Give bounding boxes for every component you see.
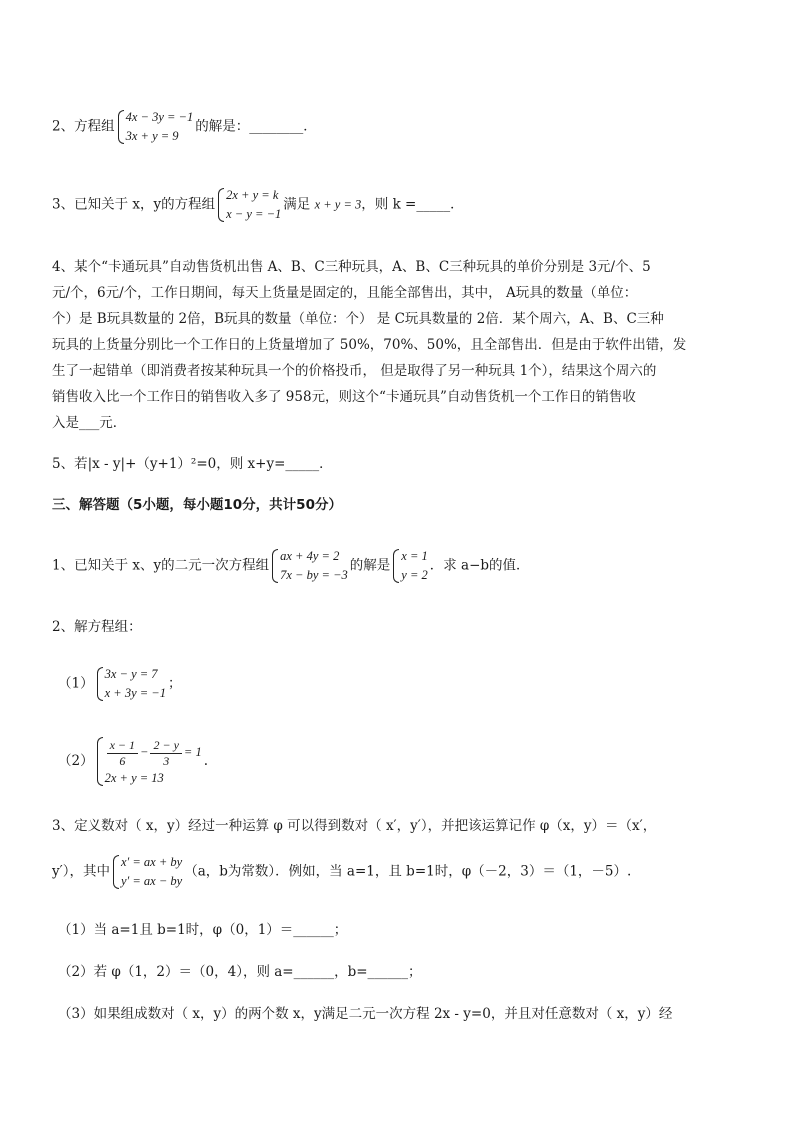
fraction-numerator: x − 1 bbox=[107, 738, 138, 754]
q3-eq2: x − y = −1 bbox=[226, 207, 282, 221]
q2-eq2: 3x + y = 9 bbox=[125, 129, 179, 143]
question-3 bbox=[52, 186, 464, 224]
s2p1-label: （1） bbox=[58, 675, 94, 692]
q2-suffix: 的解是：________． bbox=[195, 118, 317, 135]
question-5 bbox=[52, 451, 333, 477]
q3-eq1: 2x + y = k bbox=[226, 188, 279, 202]
q4-line: 入是___元． bbox=[52, 415, 127, 431]
q3-equation-system bbox=[217, 186, 281, 224]
s3-eq2: y′ = ax − by bbox=[120, 874, 183, 888]
s2p2-end: . bbox=[203, 753, 209, 769]
s3-eq1: x′ = ax + by bbox=[120, 855, 183, 869]
q3-condition: x + y = 3 bbox=[314, 197, 362, 212]
s1-suffix: ．求 a−b的值． bbox=[429, 557, 530, 574]
s3-equation-system bbox=[112, 853, 182, 891]
q3-mid: 满足 bbox=[283, 196, 311, 213]
s2-part-2 bbox=[58, 735, 208, 788]
fraction-numerator: 2 − y bbox=[150, 738, 181, 754]
question-4 bbox=[52, 254, 742, 436]
s1-solution-system bbox=[392, 547, 427, 585]
s2p1-eq2: x + 3y = −1 bbox=[104, 686, 166, 700]
s3-line2-b: （a，b为常数）．例如，当 a=1，且 b=1时，φ（－2，3）＝（1，－5）. bbox=[184, 863, 632, 880]
q3-prefix: 3、已知关于 x，y的方程组 bbox=[52, 196, 216, 213]
s1-eq2: 7x − by = −3 bbox=[280, 568, 348, 582]
s3-part-1: （1）当 a=1且 b=1时，φ（0，1）＝______； bbox=[58, 922, 348, 938]
s2-part-1 bbox=[58, 665, 182, 703]
s1-sol2: y = 2 bbox=[401, 568, 428, 582]
q4-line: 生了一起错单（即消费者按某种玩具一个的价格投币， 但是取得了另一种玩具 1个），结果这个周六的 bbox=[52, 363, 657, 379]
s2p1-equation-system bbox=[96, 665, 166, 703]
solve-question-1 bbox=[52, 547, 530, 585]
q2-equation-system bbox=[117, 108, 194, 146]
section-3-title: 三、解答题（5小题，每小题10分，共计50分） bbox=[52, 497, 342, 513]
s3-line2-a: y′），其中 bbox=[52, 863, 110, 880]
s2p2-label: （2） bbox=[58, 753, 94, 769]
equation-rhs: = 1 bbox=[183, 745, 202, 759]
s3-line-2 bbox=[52, 853, 631, 891]
s1-prefix: 1、已知关于 x、y的二元一次方程组 bbox=[52, 557, 270, 574]
q2-prefix: 2、方程组 bbox=[52, 118, 115, 135]
s2p1-end: ； bbox=[168, 675, 182, 692]
q4-line: 销售收入比一个工作日的销售收入多了 958元，则这个“卡通玩具”自动售货机一个工作日的销售收 bbox=[52, 389, 636, 405]
s2p1-eq1: 3x − y = 7 bbox=[104, 667, 158, 681]
fraction-denominator: 6 bbox=[119, 753, 126, 768]
solve-question-2-title: 2、解方程组： bbox=[52, 619, 142, 635]
q4-line: 4、某个“卡通玩具”自动售货机出售 A、B、C三种玩具，A、B、C三种玩具的单价分别是 3元/个、5 bbox=[52, 259, 651, 275]
q5-text: 5、若|x - y|+（y+1）²=0，则 x+y=_____． bbox=[52, 456, 333, 472]
s2p2-fraction-1 bbox=[107, 738, 138, 769]
fraction-denominator: 3 bbox=[163, 753, 170, 768]
s1-sol1: x = 1 bbox=[401, 549, 428, 563]
q4-line: 个）是 B玩具数量的 2倍，B玩具的数量（单位：个） 是 C玩具数量的 2倍．某个周六，A、B、C三种 bbox=[52, 311, 664, 327]
question-2 bbox=[52, 108, 317, 146]
q2-eq1: 4x − 3y = −1 bbox=[125, 110, 194, 124]
s2p2-eq1 bbox=[105, 735, 202, 769]
s2p2-fraction-2 bbox=[150, 738, 181, 769]
s2p2-eq2: 2x + y = 13 bbox=[104, 771, 164, 785]
q3-suffix: ，则 k =_____． bbox=[361, 196, 464, 213]
s3-line-1: 3、定义数对（ x，y）经过一种运算 φ 可以得到数对（ x′，y′），并把该运算记作 φ（x，y）＝（x′， bbox=[52, 818, 657, 834]
q4-line: 玩具的上货量分别比一个工作日的上货量增加了 50%，70%、50%，且全部售出．但是由于软件出错，发 bbox=[52, 337, 687, 353]
s1-eq1: ax + 4y = 2 bbox=[280, 549, 340, 563]
s1-mid: 的解是 bbox=[349, 557, 391, 574]
s3-part-2: （2）若 φ（1，2）＝（0，4），则 a=______，b=______； bbox=[58, 964, 422, 980]
q4-line: 元/个，6元/个，工作日期间，每天上货量是固定的，且能全部售出，其中， A玩具的数量（单位： bbox=[52, 285, 638, 301]
s3-part-3: （3）如果组成数对（ x，y）的两个数 x，y满足二元一次方程 2x - y=0，并且对任意数对（ x，y）经 bbox=[58, 1006, 673, 1022]
s1-equation-system bbox=[271, 547, 348, 585]
minus-sign: − bbox=[140, 745, 149, 759]
s2p2-equation-system bbox=[96, 735, 202, 788]
